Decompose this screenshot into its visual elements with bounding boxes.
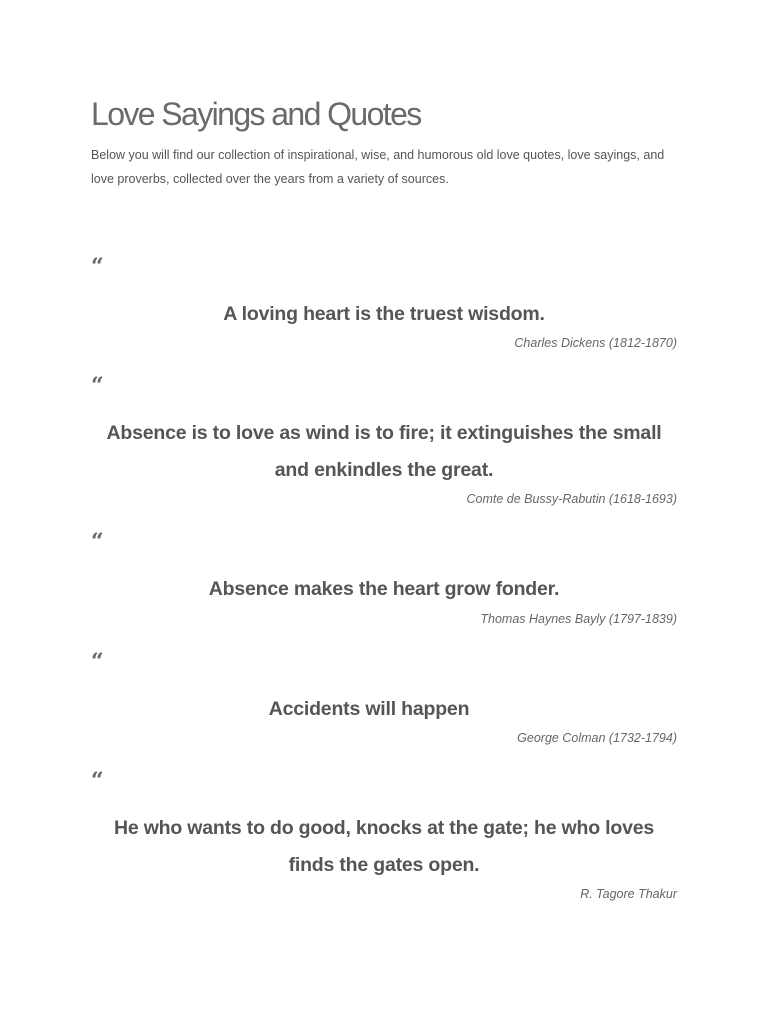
quote-mark-icon: “	[91, 254, 104, 280]
quote-mark-icon: “	[91, 529, 104, 555]
intro-paragraph: Below you will find our collection of inspirational, wise, and humorous old love quotes, love sayings, and love proverbs, collected over the years from a variety of sources.	[91, 148, 665, 186]
page-title: Love Sayings and Quotes	[91, 96, 421, 132]
quote-text: Absence is to love as wind is to fire; it extinguishes the small and enkindles the great.	[106, 422, 662, 481]
quote-author: George Colman (1732-1794)	[517, 731, 677, 745]
quote-mark-icon: “	[91, 373, 104, 399]
quote-author: Charles Dickens (1812-1870)	[514, 336, 677, 350]
quote-text: He who wants to do good, knocks at the gate; he who loves finds the gates open.	[113, 817, 655, 876]
quote-text: A loving heart is the truest wisdom.	[223, 303, 545, 325]
quote-author: R. Tagore Thakur	[580, 887, 677, 901]
quote-mark-icon: “	[91, 649, 104, 675]
quote-author: Comte de Bussy-Rabutin (1618-1693)	[466, 492, 677, 506]
quote-author: Thomas Haynes Bayly (1797-1839)	[480, 612, 677, 626]
quote-mark-icon: “	[91, 768, 104, 794]
quote-text: Accidents will happen	[268, 698, 470, 720]
quote-text: Absence makes the heart grow fonder.	[208, 578, 560, 600]
